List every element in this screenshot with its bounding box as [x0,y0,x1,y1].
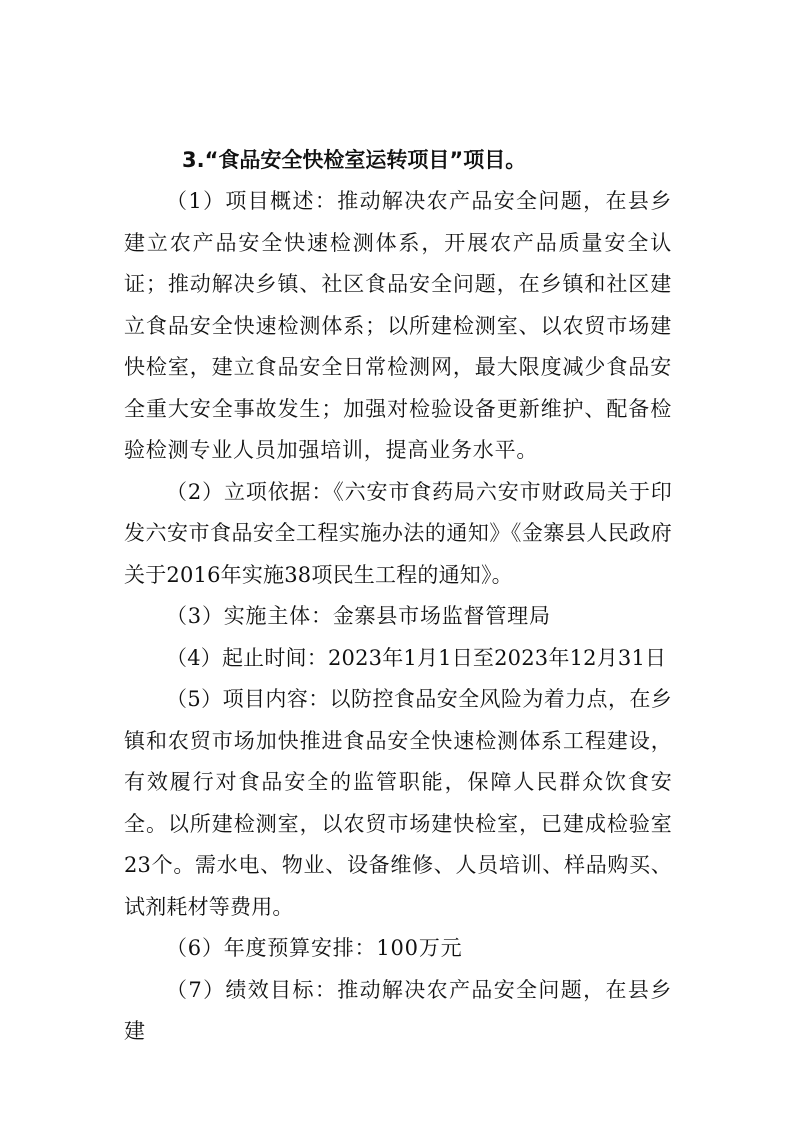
document-body [124,140,672,1053]
paragraph-content: （5）项目内容：以防控食品安全风险为着力点，在乡镇和农贸市场加快推进食品安全快速检测体系工程建设，有效履行对食品安全的监管职能，保障人民群众饮食安全。以所建检测室，以农贸市场建快检室，已建成检验室23个。需水电、物业、设备维修、人员培训、样品购买、试剂耗材等费用。 [124,687,672,919]
paragraph-overview: （1）项目概述：推动解决农产品安全问题，在县乡建立农产品安全快速检测体系，开展农产品质量安全认证；推动解决乡镇、社区食品安全问题，在乡镇和社区建立食品安全快速检测体系；以所建检测室、以农贸市场建快检室，建立食品安全日常检测网，最大限度减少食品安全重大安全事故发生；加强对检验设备更新维护、配备检验检测专业人员加强培训，提高业务水平。 [124,189,672,462]
paragraph-implementer: （3）实施主体：金寨县市场监督管理局 [166,604,551,628]
paragraph-duration: （4）起止时间：2023年1月1日至2023年12月31日 [166,645,667,670]
paragraph-goals: （7）绩效目标：推动解决农产品安全问题，在县乡建 [124,977,672,1043]
paragraph-budget: （6）年度预算安排：100万元 [166,936,463,960]
section-heading: 3.“食品安全快检室运转项目”项目。 [182,148,527,172]
paragraph-basis: （2）立项依据：《六安市食药局六安市财政局关于印发六安市食品安全工程实施办法的通知》《金寨县人民政府关于2016年实施38项民生工程的通知》。 [124,479,672,587]
